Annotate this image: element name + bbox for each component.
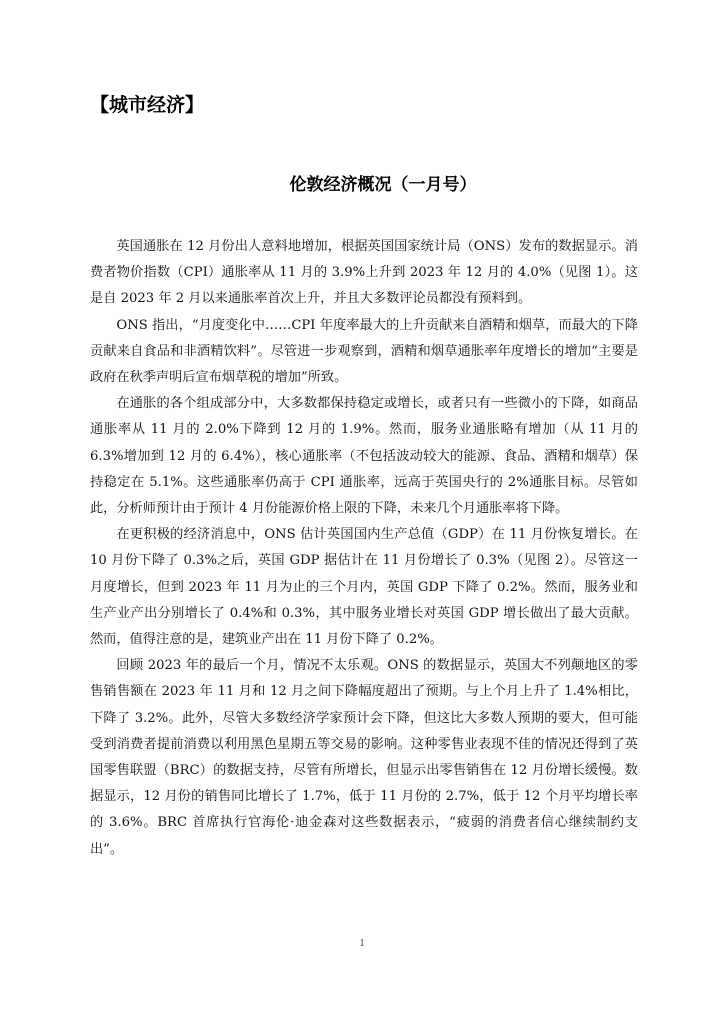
paragraph-1: 英国通胀在 12 月份出人意料地增加，根据英国国家统计局（ONS）发布的数据显示。消费者物价指数（CPI）通胀率从 11 月的 3.9%上升到 2023 年 12 月的 4.0%（见图 1）。这是自 2023 年 2 月以来通胀率首次上升，并且大多数评论员都没有预料到。 [90, 239, 638, 307]
article-body [90, 234, 638, 863]
section-label: 【城市经济】 [90, 94, 205, 116]
paragraph-2: ONS 指出，“月度变化中……CPI 年度率最大的上升贡献来自酒精和烟草，而最大的下降贡献来自食品和非酒精饮料”。尽管进一步观察到，酒精和烟草通胀率年度增长的增加“主要是政府在秋季声明后宣布烟草税的增加”所致。 [90, 317, 638, 386]
paragraph-3: 在通胀的各个组成部分中，大多数都保持稳定或增长，或者只有一些微小的下降，如商品通胀率从 11 月的 2.0%下降到 12 月的 1.9%。然而，服务业通胀略有增加（从 11 月的 6.3%增加到 12 月的 6.4%），核心通胀率（不包括波动较大的能源、食品、酒精和烟草）保持稳定在 5.1%。这些通胀率仍高于 CPI 通胀率，远高于英国央行的 2%通胀目标。尽管如此，分析师预计由于预计 4 月份能源价格上限的下降，未来几个月通胀率将下降。 [90, 396, 638, 517]
paragraph-5: 回顾 2023 年的最后一个月，情况不太乐观。ONS 的数据显示，英国大不列颠地区的零售销售额在 2023 年 11 月和 12 月之间下降幅度超出了预期。与上个月上升了 1.4%相比，下降了 3.2%。此外，尽管大多数经济学家预计会下降，但这比大多数人预期的要大，但可能受到消费者提前消费以利用黑色星期五等交易的影响。这种零售业表现不佳的情况还得到了英国零售联盟（BRC）的数据支持，尽管有所增长，但显示出零售销售在 12 月份增长缓慢。数据显示，12 月份的销售同比增长了 1.7%，低于 11 月份的 2.7%，低于 12 个月平均增长率的 3.6%。BRC 首席执行官海伦·迪金森对这些数据表示，“疲弱的消费者信心继续制约支出”。 [90, 658, 638, 857]
paragraph-4: 在更积极的经济消息中，ONS 估计英国国内生产总值（GDP）在 11 月份恢复增长。在 10 月份下降了 0.3%之后，英国 GDP 据估计在 11 月份增长了 0.3%（见图 2）。尽管这一月度增长，但到 2023 年 11 月为止的三个月内，英国 GDP 下降了 0.2%。然而，服务业和生产业产出分别增长了 0.4%和 0.3%，其中服务业增长对英国 GDP 增长做出了最大贡献。然而，值得注意的是，建筑业产出在 11 月份下降了 0.2%。 [90, 527, 638, 648]
page-number: 1 [359, 938, 365, 949]
page-title: 伦敦经济概况（一月号） [289, 175, 477, 195]
